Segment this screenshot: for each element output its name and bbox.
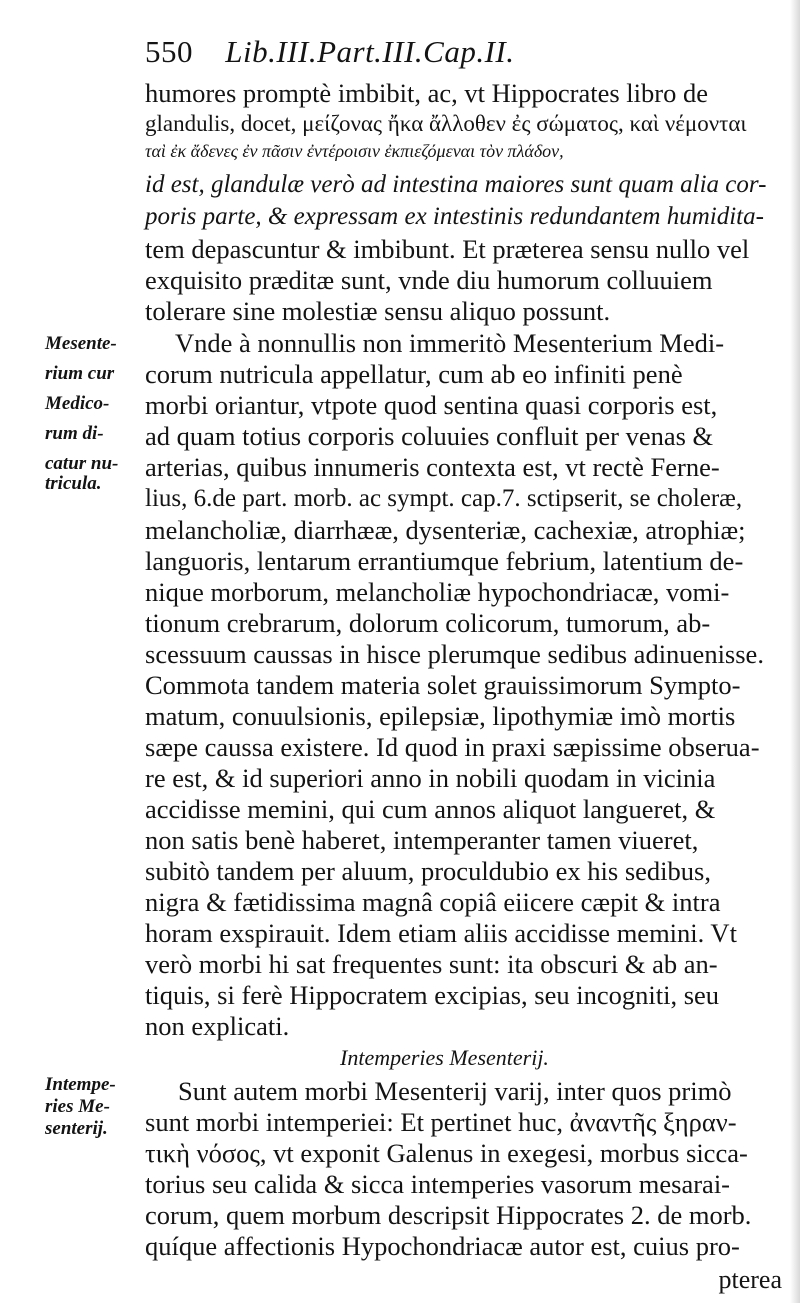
- margin-note-line: tricula.: [45, 473, 102, 494]
- text-line: tem depascuntur & imbibunt. Et præterea sensu nullo vel: [145, 234, 750, 264]
- margin-note-line: rum di-: [45, 423, 104, 444]
- section-subheading: Intemperies Mesenterij.: [340, 1045, 549, 1070]
- text-line: τικὴ νόσος, vt exponit Galenus in exegesi, morbus sicca-: [145, 1138, 748, 1168]
- text-line: poris parte, & expressam ex intestinis redundantem humidita-: [145, 203, 764, 230]
- text-line: Commota tandem materia solet grauissimorum Sympto-: [145, 670, 741, 700]
- text-line: verò morbi hi sat frequentes sunt: ita obscuri & ab an-: [145, 949, 718, 979]
- text-line: glandulis, docet, μείζονας ἤκα ἄλλοθεν ἐς σώματος, καὶ νέμονται: [145, 111, 747, 136]
- text-line: scessuum caussas in hisce plerumque sedibus adinuenisse.: [145, 639, 764, 669]
- text-line: horam exspirauit. Idem etiam aliis accidisse memini. Vt: [145, 918, 737, 948]
- text-line: corum nutricula appellatur, cum ab eo infiniti penè: [145, 359, 683, 389]
- margin-note-line: catur nu-: [45, 453, 119, 474]
- text-line: exquisito præditæ sunt, vnde diu humorum colluuiem: [145, 265, 713, 295]
- text-line: nigra & fætidissima magnâ copiâ eiicere cæpit & intra: [145, 887, 721, 917]
- text-line: lius, 6.de part. morb. ac sympt. cap.7. sctipserit, se choleræ,: [145, 485, 743, 512]
- catchword: pterea: [718, 1265, 782, 1294]
- page-number: 550: [145, 34, 193, 69]
- text-line: tiquis, si ferè Hippocratem excipias, seu incogniti, seu: [145, 980, 720, 1010]
- text-line: tolerare sine molestiæ sensu aliquo possunt.: [145, 296, 611, 326]
- text-line: ad quam totius corporis coluuies confluit per venas &: [145, 421, 714, 451]
- text-line: non satis benè haberet, intemperanter tamen viueret,: [145, 825, 699, 855]
- text-line: Sunt autem morbi Mesenterij varij, inter quos primò: [178, 1076, 732, 1106]
- margin-note-line: senterij.: [45, 1118, 108, 1139]
- text-line: accidisse memini, qui cum annos aliquot langueret, &: [145, 794, 716, 824]
- text-line: melancholiæ, diarrhææ, dysenteriæ, cachexiæ, atrophiæ;: [145, 515, 746, 545]
- text-line: nique morborum, melancholiæ hypochondriacæ, vomi-: [145, 577, 730, 607]
- text-line: tionum crebrarum, dolorum colicorum, tumorum, ab-: [145, 608, 711, 638]
- text-line: sunt morbi intemperiei: Et pertinet huc, ἀναντῆς ξηραν-: [145, 1107, 737, 1137]
- text-line: torius seu calida & sicca intemperies vasorum mesarai-: [145, 1169, 731, 1199]
- text-line: re est, & id superiori anno in nobili quodam in vicinia: [145, 763, 716, 793]
- margin-note-line: ries Me-: [45, 1096, 110, 1117]
- text-line: Vnde à nonnullis non immeritò Mesenterium Medi-: [175, 328, 725, 358]
- text-line: arterias, quibus innumeris contexta est, vt rectè Ferne-: [145, 452, 720, 482]
- margin-note-line: Intempe-: [45, 1074, 116, 1095]
- text-line: non explicati.: [145, 1011, 290, 1041]
- text-line: sæpe caussa existere. Id quod in praxi sæpissime obserua-: [145, 732, 760, 762]
- text-line: subitò tandem per aluum, proculdubio ex his sedibus,: [145, 856, 711, 886]
- margin-note-line: Medico-: [45, 393, 110, 414]
- running-head: Lib.III.Part.III.Cap.II.: [225, 34, 515, 69]
- text-line: id est, glandulæ verò ad intestina maiores sunt quam alia cor-: [145, 171, 767, 198]
- page-header: [145, 34, 514, 70]
- text-line: quíque affectionis Hypochondriacæ autor est, cuius pro-: [145, 1231, 740, 1261]
- text-line: morbi oriantur, vtpote quod sentina quasi corporis est,: [145, 390, 718, 420]
- text-line: matum, conuulsionis, epilepsiæ, lipothymiæ imò mortis: [145, 701, 736, 731]
- text-line: corum, quem morbum descripsit Hippocrates 2. de morb.: [145, 1200, 752, 1230]
- text-line: languoris, lentarum errantiumque febrium, latentium de-: [145, 546, 744, 576]
- text-line: humores promptè imbibit, ac, vt Hippocrates libro de: [145, 78, 708, 108]
- page-edge-shadow: [790, 0, 800, 1303]
- margin-note-line: Mesente-: [45, 333, 117, 354]
- margin-note-line: rium cur: [45, 363, 115, 384]
- text-line: ταὶ ἐκ ἄδενες ἐν πᾶσιν ἐντέροισιν ἐκπιεζόμεναι τὸν πλάδον,: [145, 141, 564, 161]
